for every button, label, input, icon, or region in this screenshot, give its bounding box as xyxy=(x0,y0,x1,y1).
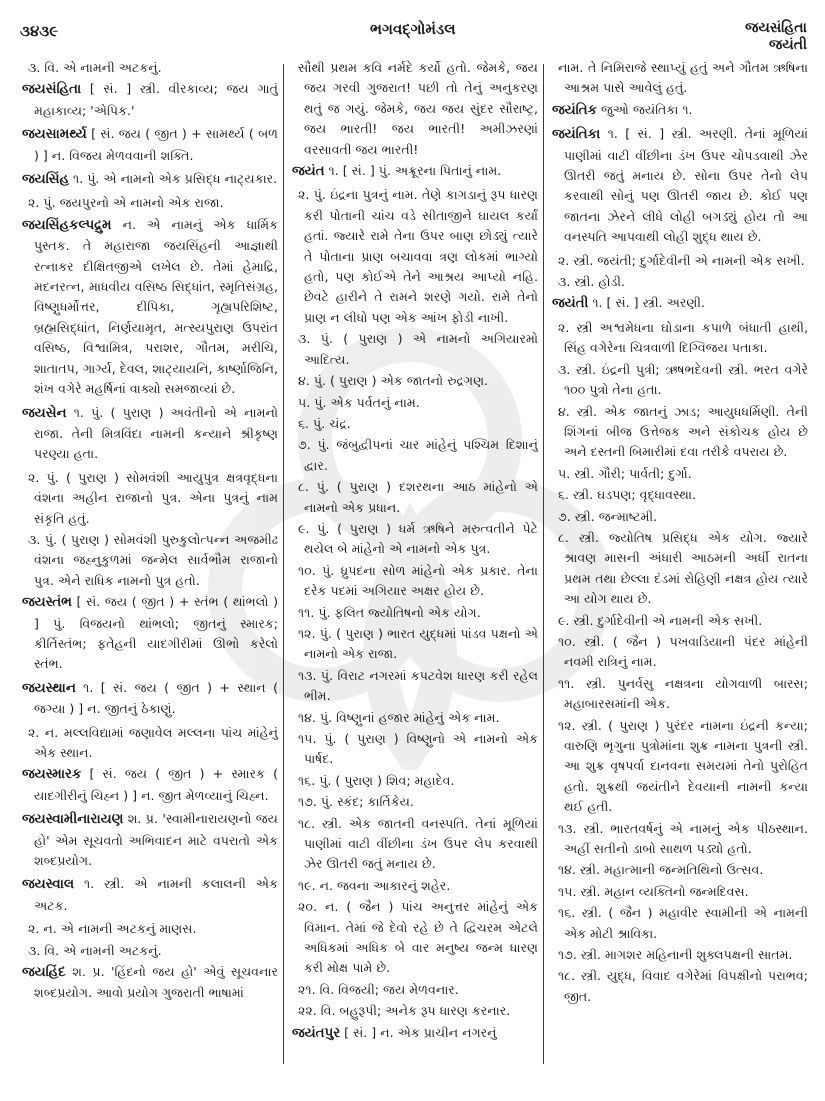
headword: જયંત xyxy=(292,164,325,180)
definition-text: [ સં. જય ( જીત ) + સામર્થ્ય ( બળ ) ] ન. વિજય મેળવવાની શક્તિ. xyxy=(34,126,278,163)
entry-sense xyxy=(552,402,808,463)
entry-sense xyxy=(552,58,808,99)
definition-text: ૧૩. પું. વિરાટ નગરમાં કપટવેશ ધારણ કરી રહેલ ભીમ. xyxy=(298,667,538,704)
definition-text: ૮. સ્ત્રી. જ્યોતિષ પ્રસિદ્ધ એક યોગ. જ્યારે શ્રાવણ માસની અંધારી આઠમની અર્ધી રાતના પ્રથમ તથા છેલ્લા દંડમાં રોહિણી નક્ષત્ર હોય ત્યારે આ યોગ થાય છે. xyxy=(558,529,808,607)
entry-sense xyxy=(22,919,278,939)
entry-sense xyxy=(22,193,278,213)
entry-sense xyxy=(292,897,538,979)
column-divider xyxy=(283,64,284,1064)
page-header xyxy=(0,0,825,53)
dictionary-entry xyxy=(22,592,278,675)
definition-text: ન. એ નામનું એક ધાર્મિક પુસ્તક. તે મહારાજા જયસિંહની આજ્ઞાથી રત્નાકર દીક્ષિતજીએ લખેલ છે. તેમાં હેમાદ્રિ, મદનરત્ન, માધવીય વસિષ્ઠ સિદ્ધાંત, સ્મૃતિસંગ્રહ, વિષ્ણુધર્મોત્તર, દીપિકા, ગૃહ્યપરિશિષ્ટ, બ્રહ્મસિદ્ધાંત, નિર્ણયામૃત, મત્સ્યપુરાણ ઉપરાંત વસિષ્ઠ, વિશ્વામિત્ર, પરાશર, ગૌતમ, મરીચિ, શાતાતપ, ગાર્ગ્ય, દેવલ, શાટ્યાયનિ, કાર્ષ્ણાજિનિ, શંખ વગેરે મહર્ષિનાં વાક્યો સમજાવ્યાં છે. xyxy=(34,216,278,397)
entry-sense xyxy=(292,729,538,770)
dictionary-entry xyxy=(292,1023,538,1044)
entry-sense xyxy=(552,485,808,505)
definition-text: ૧૪. સ્ત્રી. મહાત્માની જન્મતિથિનો ઉત્સવ. xyxy=(558,862,764,878)
entry-sense xyxy=(292,792,538,812)
page-number: ૩૪૩૯ xyxy=(20,22,59,40)
dictionary-entry xyxy=(22,962,278,1004)
dictionary-entry xyxy=(22,169,278,190)
definition-text: ૧૦. પું. ધ્રુપદના સોળ માંહેનો એક પ્રકાર. તેના દરેક પદમાં અગિયાર અક્ષર હોય છે. xyxy=(298,562,538,599)
entry-sense xyxy=(292,876,538,896)
definition-text: ૧. પું. ( પુરાણ ) અવંતીનો એ નામનો રાજા. તેની મિત્રવિંદા નામની કન્યાને શ્રીકૃષ્ણ પરણ્યા હતા. xyxy=(34,404,278,462)
definition-text: જુઓ જયંતિકા ૧. xyxy=(601,101,693,117)
guide-word-last: જયંતી xyxy=(769,37,807,53)
definition-text: ૭. પું. જંબુદ્વીપનાં ચાર માંહેનું પશ્ચિમ દિશાનું દ્વાર. xyxy=(298,437,538,473)
definition-text: ૧૧. પું. ફલિત જ્યોતિષનો એક યોગ. xyxy=(298,604,481,620)
definition-text: ૯. સ્ત્રી. દુર્ગાદેવીની એ નામની એક સખી. xyxy=(558,612,763,628)
dictionary-entry xyxy=(22,79,278,121)
entry-sense xyxy=(552,611,808,631)
dictionary-entry xyxy=(22,809,278,871)
entry-sense xyxy=(552,528,808,610)
headword: જયસંહિતા xyxy=(22,82,82,98)
entry-sense xyxy=(22,723,278,764)
definition-text: શ. પ્ર. 'સ્વામીનારાયણનો જય હો' એમ સૂચવતો અભિવાદન માટે વપરાતો એક શબ્દપ્રયોગ. xyxy=(34,811,278,869)
entry-sense xyxy=(292,329,538,370)
definition-text: ૧૯. ન. જવના આકારનું શહેર. xyxy=(298,877,451,893)
entry-sense xyxy=(552,464,808,484)
entry-sense xyxy=(292,980,538,1000)
definition-text: ૧૮. સ્ત્રી. યુદ્ધ, વિવાદ વગેરેમાં વિપક્ષીનો પરાભવ; જીત. xyxy=(558,968,808,1004)
definition-text: [ સં. ] સ્ત્રી. વીરકાવ્ય; જય ગાતું મહાકાવ્ય; 'એપિક.' xyxy=(34,81,278,118)
definition-text: ૨. ન. મલ્લવિદ્યામાં જણાવેલ મલ્લના પાંચ માંહેનું એક સ્થાન. xyxy=(28,724,278,760)
headword: જયંતી xyxy=(552,296,589,312)
headword: જયંતપુર xyxy=(292,1025,341,1041)
headword: જયસામર્થ્ય xyxy=(22,127,87,143)
entry-sense xyxy=(552,819,808,860)
column-divider xyxy=(543,64,544,1064)
definition-text: ૧. સ્ત્રી. એ નામની કલાલની એક અટક. xyxy=(34,876,278,913)
entry-sense xyxy=(292,1001,538,1021)
dictionary-entry xyxy=(292,161,538,182)
dictionary-entry xyxy=(552,293,808,314)
definition-text: ૬. પું. ચંદ્ર. xyxy=(298,415,351,431)
definition-text: સૌથી પ્રથમ કવિ નર્મદે કર્યો હતો. જેમકે, જય જય ગરવી ગુજરાત! પછી તો તેનું અનુકરણ થતું જ ગયું. જેમકે, જય જય સુંદર સૌરાષ્ટ્ર, જય ભારતી! જય ભારતી! અમીઝરણાં વરસાવતી જય ભારતી! xyxy=(298,60,538,157)
definition-text: ૫. સ્ત્રી. ગૌરી; પાર્વતી; દુર્ગા. xyxy=(558,465,692,481)
column-middle xyxy=(292,58,538,1068)
definition-text: ૧. [ સં. જય ( જીત ) + સ્થાન ( જગ્યા ) ] ન. જીતનું ઠેકાણું. xyxy=(34,679,278,717)
entry-sense xyxy=(292,771,538,791)
entry-sense xyxy=(552,860,808,880)
entry-sense xyxy=(292,393,538,413)
entry-sense xyxy=(22,468,278,529)
definition-text: ૫. પું. એક પર્વતનું નામ. xyxy=(298,394,420,410)
definition-text: ૨. પું. ઇંદ્રના પુત્રનું નામ. તેણે કાગડાનું રૂપ ધારણ કરી પોતાની ચાંચ વડે સીતાજીને ઘાયલ કર્યાં હતાં. જ્યારે રામે તેના ઉપર બાણ છોડ્યું ત્યારે તે પોતાના પ્રાણ બચાવવા ત્રણ લોકમાં ભાગ્યો હતો, પણ કોઈએ તેને આશ્રય આપ્યો નહિ. છેવટે હારીને તે રામને શરણે ગયો. રામે તેનો પ્રાણ ન લીધો પણ એક આંખ ફોડી નાખી. xyxy=(298,187,538,325)
entry-sense xyxy=(292,666,538,707)
dictionary-entry xyxy=(22,764,278,806)
entry-sense xyxy=(552,360,808,401)
definition-text: ૧૫. પું. ( પુરાણ ) વિષ્ણુનો એ નામનો એક પાર્ષદ. xyxy=(298,731,538,767)
headword: જયસેન xyxy=(22,405,67,421)
definition-text: ૧૫. સ્ત્રી. મહાન વ્યક્તિનો જન્મદિવસ. xyxy=(558,883,749,899)
definition-text: ૨. પું. જયપુરનો એ નામનો એક રાજા. xyxy=(28,195,224,211)
definition-text: ૧૬. સ્ત્રી. ( જૈન ) મહાવીર સ્વામીની એ નામની એક મોટી શ્રાવિકા. xyxy=(558,905,808,941)
entry-sense xyxy=(292,519,538,560)
definition-text: ૩. વિ. એ નામની અટકનું. xyxy=(28,942,162,958)
headword: જયંતિકા xyxy=(552,127,601,143)
definition-text: [ સં. જય ( જીત ) + સ્મારક ( યાદગીરીનું ચિહ્ન ) ] ન. જીત મેળવ્યાનું ચિહ્ન. xyxy=(34,766,278,803)
dictionary-entry xyxy=(22,678,278,720)
definition-text: ૧૧. સ્ત્રી. પુનર્વસુ નક્ષત્રના યોગવાળી બારસ; મહાબારસમાંની એક. xyxy=(558,675,808,712)
definition-text: ૨. ન. એ નામની અટકનું માણસ. xyxy=(28,921,197,937)
entry-sense xyxy=(552,966,808,1007)
definition-text: ૬. સ્ત્રી. ઘડપણ; વૃદ્ધાવસ્થા. xyxy=(558,487,696,503)
entry-sense xyxy=(292,435,538,476)
definition-text: ૩. સ્ત્રી. હોડી. xyxy=(558,274,626,290)
headword: જયસિંહકલ્પદ્રુમ xyxy=(22,217,112,233)
definition-text: ૯. પું. ( પુરાણ ) ધર્મ ઋષિને મરુત્વતીને પેટે થયેલ બે માંહેનો એ નામનો એક પુત્ર. xyxy=(298,520,538,557)
entry-sense xyxy=(552,716,808,818)
definition-text: ૧૨. પું. ( પુરાણ ) ભારત યુદ્ધમાં પાંડવ પક્ષનો એ નામનો એક રાજા. xyxy=(298,625,538,662)
entry-sense xyxy=(292,371,538,391)
entry-sense xyxy=(292,561,538,602)
definition-text: ૨૧. વિ. વિજયી; જય મેળવનાર. xyxy=(298,981,459,997)
definition-text: [ સં. ] ન. એક પ્રાચીન નગરનું xyxy=(344,1024,497,1040)
definition-text: ૧૦. સ્ત્રી. ( જૈન ) પખવાડિયાની પંદર માંહેની નવમી રાત્રિનું નામ. xyxy=(558,633,808,670)
definition-text: ૧૮. સ્ત્રી. એક જાતની વનસ્પતિ. તેનાં મૂળિયાં પાણીમાં વાટી વીંછીના ડંખ ઉપર લેપ કરવાથી ઝેર ઊતરી જતું મનાય છે. xyxy=(298,815,538,872)
definition-text: ૨. સ્ત્રી. જયંતી; દુર્ગાદેવીની એ નામની એક સખી. xyxy=(558,252,805,268)
dictionary-entry xyxy=(22,215,278,400)
headword: જયસ્થાન xyxy=(22,680,76,696)
entry-sense xyxy=(292,58,538,160)
entry-sense xyxy=(552,882,808,902)
definition-text: ૨૨. વિ. બહુરૂપી; અનેક રૂપ ધારણ કરનાર. xyxy=(298,1003,511,1019)
entry-sense xyxy=(22,58,278,78)
definition-text: [ સં. જય ( જીત ) + સ્તંભ ( થાંભલો ) ] પું. વિજયનો થાંભલો; જીતનું સ્મારક; કીર્તિસ્તંભ; ફતેહની યાદગીરીમાં ઊભો કરેલો સ્તંભ. xyxy=(34,594,278,672)
entry-sense xyxy=(292,624,538,665)
definition-text: ૩. વિ. એ નામની અટકનું. xyxy=(28,60,162,75)
definition-text: ૧૨. સ્ત્રી. ( પુરાણ ) પુરંદર નામના ઇંદ્રની કન્યા; વારુણિ ભૃગુના પુત્રોમાંના શુક્ર નામના પુત્રની સ્ત્રી. આ શુક્ર વૃષપર્વા દાનવના સમયમાં તેનો પુરોહિત હતો. શુક્રથી જયંતીને દેવયાની નામની કન્યા થઈ હતી. xyxy=(558,717,808,815)
entry-sense xyxy=(292,185,538,328)
headword: જયસ્તંભ xyxy=(22,595,72,611)
definition-text: નામ. તે નિમિરાજે સ્થાપ્યું હતું અને ગૌતમ ઋષિના આશ્રમ પાસે આવેલું હતું. xyxy=(558,60,808,96)
definition-text: ૨. પું. ( પુરાણ ) સોમવંશી આયુપુત્ર ક્ષત્રવૃદ્ધના વંશના અહીન રાજાનો પુત્ર. એના પુત્રનું નામ સંકૃતિ હતું. xyxy=(28,469,278,526)
definition-text: ૮. પું. ( પુરાણ ) દશરથના આઠ માંહેનો એ નામનો એક પ્રધાન. xyxy=(298,479,538,515)
entry-sense xyxy=(552,272,808,292)
dictionary-entry xyxy=(22,403,278,465)
entry-sense xyxy=(552,674,808,715)
entry-sense xyxy=(552,903,808,944)
guide-words xyxy=(745,20,807,54)
definition-text: શ. પ્ર. 'હિંદનો જય હો' એવું સૂચવનાર શબ્દપ્રયોગ. આવો પ્રયોગ ગુજરાતી ભાષામાં xyxy=(34,964,278,1001)
definition-text: ૭. સ્ત્રી. જન્માષ્ટમી. xyxy=(558,508,658,524)
entry-sense xyxy=(292,814,538,875)
guide-word-first: જયસંહિતા xyxy=(745,20,807,36)
headword: જયસ્વામીનારાયણ xyxy=(22,812,124,828)
dictionary-columns xyxy=(0,58,825,1068)
definition-text: ૧. [ સં. ] સ્ત્રી. અરણી. xyxy=(592,295,705,311)
definition-text: ૧. [ સં. ] પું. અક્રૂરના પિતાનું નામ. xyxy=(328,163,502,179)
dictionary-entry xyxy=(22,874,278,916)
page-title: ભગવદ્ગોમંડલ xyxy=(370,20,456,38)
column-left xyxy=(22,58,278,1068)
definition-text: ૧૩. સ્ત્રી. ભારતવર્ષનું એ નામનું એક પીઠસ્થાન. અહીં સતીનો ડાબો સાથળ પડ્યો હતો. xyxy=(558,820,808,857)
definition-text: ૨૦. ન. ( જૈન ) પાંચ અનુત્તર માંહેનું એક વિમાન. તેમાં જે દેવો રહે છે તે દ્વિચરમ એટલે અધિકમાં અધિક બે વાર મનુષ્ય જન્મ ધારણ કરી મોક્ષ પામે છે. xyxy=(298,899,538,976)
headword: જયસ્મારક xyxy=(22,767,82,783)
dictionary-entry xyxy=(22,124,278,166)
definition-text: ૧૭. સ્ત્રી. માગશર મહિનાની શુક્લપક્ષની સાતમ. xyxy=(558,947,793,963)
entry-sense xyxy=(552,318,808,359)
definition-text: ૧. [ સં. ] સ્ત્રી. અરણી. તેનાં મૂળિયાં પાણીમાં વાટી વીંછીના ડંખ ઉપર ચોપડવાથી ઝેર ઊતરી જતું મનાય છે. સોના ઉપર તેનો લેપ કરવાથી સોનું પણ ઊતરી જાય છે. કોઈ પણ જાતના ઝેરને લીધે લોહી બગડ્યું હોય તો આ વનસ્પતિ આપવાથી લોહી શુદ્ધ થાય છે. xyxy=(564,126,808,245)
definition-text: ૩. સ્ત્રી. ઇંદ્રની પુત્રી; ઋષભદેવની સ્ત્રી. ભરત વગેરે ૧૦૦ પુત્રો તેના હતા. xyxy=(558,361,808,398)
entry-sense xyxy=(292,477,538,518)
entry-sense xyxy=(552,632,808,673)
dictionary-entry xyxy=(552,100,808,121)
definition-text: ૧૭. પું. સ્કંદ; કાર્તિકેય. xyxy=(298,794,414,810)
entry-sense xyxy=(292,603,538,623)
definition-text: ૧૪. પું. વિષ્ણુનાં હજાર માંહેનું એક નામ. xyxy=(298,709,500,725)
column-right xyxy=(552,58,808,1068)
definition-text: ૧. પું. એ નામનો એક પ્રસિદ્ધ નાટ્યકાર. xyxy=(73,171,278,187)
entry-sense xyxy=(552,945,808,965)
definition-text: ૩. પું. ( પુરાણ ) સોમવંશી પુરુકુલોત્પન્ન અજમીઢ વંશના જહ્નુકુળમાં જન્મેલ સાર્વભૌમ રાજાનો પુત્ર. એને રાધિક નામનો પુત્ર હતો. xyxy=(28,531,278,588)
definition-text: ૩. પું. ( પુરાણ ) એ નામનો અગિયારમો આદિત્ય. xyxy=(298,331,538,367)
dictionary-entry xyxy=(552,124,808,247)
headword: જયસિંહ xyxy=(22,172,70,188)
entry-sense xyxy=(552,251,808,271)
headword: જયંતિક xyxy=(552,102,597,118)
entry-sense xyxy=(292,708,538,728)
headword: જયહિંદ xyxy=(22,965,66,981)
definition-text: ૧૬. પું. ( પુરાણ ) શિવ; મહાદેવ. xyxy=(298,772,455,788)
entry-sense xyxy=(22,941,278,961)
entry-sense xyxy=(22,530,278,591)
definition-text: ૪. પું. ( પુરાણ ) એક જાતનો રુદ્રગણ. xyxy=(298,373,489,389)
definition-text: ૪. સ્ત્રી. એક જાતનું ઝાડ; આયુધધર્મિણી. તેની શિંગનાં બીજ ઉત્તેજક અને સંકોચક હોય છે અને દસ્તની બિમારીમાં દવા તરીકે વપરાય છે. xyxy=(558,403,808,460)
entry-sense xyxy=(552,507,808,527)
headword: જયસ્વાલ xyxy=(22,877,75,893)
entry-sense xyxy=(292,414,538,434)
definition-text: ૨. સ્ત્રી અશ્વમેધના ઘોડાના કપાળે બંધાતી હાથી, સિંહ વગેરેના ચિત્રવાળી દિગ્વિજય પતાકા. xyxy=(558,319,808,356)
